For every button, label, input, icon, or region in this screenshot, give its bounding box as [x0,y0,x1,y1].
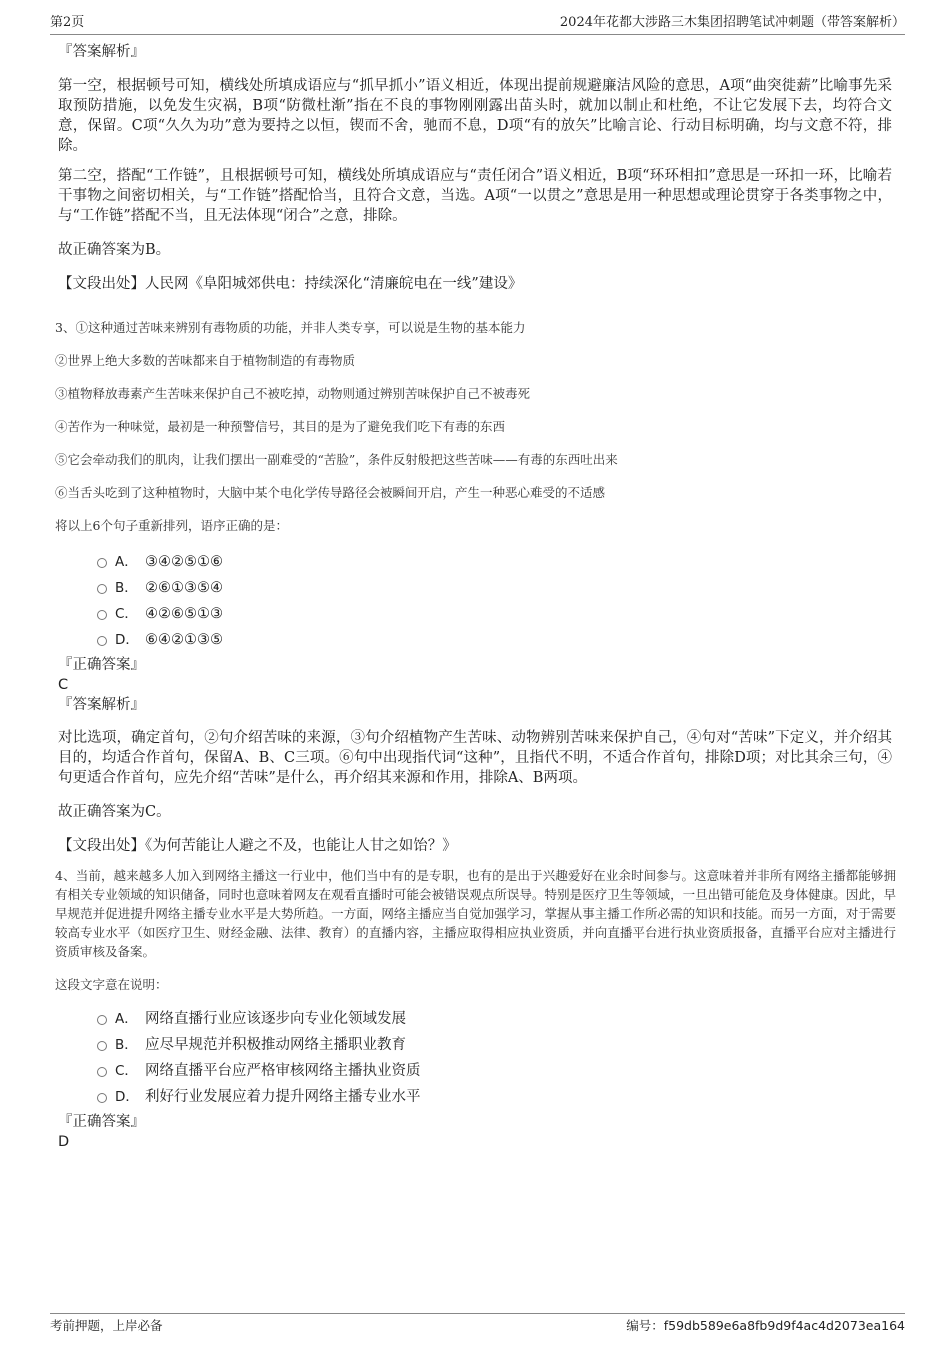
footer-slogan: 考前押题，上岸必备 [50,1318,163,1333]
q3-analysis-label: 『答案解析』 [58,697,145,713]
q3-sentences [55,319,900,535]
radio-button-icon[interactable] [97,1041,107,1051]
radio-button-icon[interactable] [97,636,107,646]
q3-source: 【文段出处】《为何苦能让人避之不及，也能让人甘之如饴？》 [58,838,457,854]
q4-answer-label: 『正确答案』 [58,1114,145,1130]
option-letter: A． [115,1011,138,1027]
option-letter: C． [115,606,138,622]
option-text: ③④②⑤①⑥ [145,554,223,570]
option-text: 网络直播行业应该逐步向专业化领域发展 [145,1011,406,1027]
q2-source: 【文段出处】人民网《阜阳城郊供电：持续深化“清廉皖电在一线”建设》 [58,276,523,292]
q2-analysis-para-1: 第一空，根据顿号可知，横线处所填成语应与“抓早抓小”语义相近，体现出提前规避廉洁风险的意思，A项“曲突徙薪”比喻事先采取预防措施，以免发生灾祸，B项“防微杜渐”指在不良的事物刚刚露出苗头时，就加以制止和杜绝，不让它发展下去，均符合文意，保留。C项“久久为功”意为要持之以恒，锲而不舍，驰而不息，D项“有的放矢”比喻言论、行动目标明确，均与文意不符，排除。 [58,78,892,154]
option-letter: A． [115,554,138,570]
q4-option-d[interactable] [97,1084,900,1110]
option-text: 利好行业发展应着力提升网络主播专业水平 [145,1089,421,1105]
q3-analysis: 对比选项，确定首句，②句介绍苦味的来源，③句介绍植物产生苦味、动物辨别苦味来保护自己，④句对“苦味”下定义，并介绍其目的，均适合作首句，保留A、B、C三项。⑥句中出现指代词“这种”，且指代不明，不适合作首句，排除D项；对比其余三句，④句更适合作首句，应先介绍“苦味”是什么，再介绍其来源和作用，排除A、B两项。 [58,730,892,786]
page-number: 第2页 [50,15,85,30]
q3-option-b[interactable] [97,575,900,601]
page-footer [50,1313,905,1336]
option-letter: D． [115,1089,139,1105]
radio-button-icon[interactable] [97,1067,107,1077]
q3-option-a[interactable] [97,549,900,575]
q4-option-c[interactable] [97,1058,900,1084]
q3-option-c[interactable] [97,601,900,627]
q4-prompt: 这段文字意在说明： [55,977,168,992]
q4-option-a[interactable] [97,1006,900,1032]
document-title: 2024年花都大涉路三木集团招聘笔试冲刺题（带答案解析） [559,15,905,30]
page-header [50,14,905,35]
q4-answer: D [58,1134,70,1150]
q2-analysis-para-2: 第二空，搭配“工作链”，且根据顿号可知，横线处所填成语应与“责任闭合”语义相近，B项“环环相扣”意思是一环扣一环，比喻若干事物之间密切相关，与“工作链”搭配恰当，且符合文意，当选。A项“一以贯之”意思是用一种思想或理论贯穿于各类事物之中，与“工作链”搭配不当，且无法体现“闭合”之意，排除。 [58,168,892,224]
option-text: ②⑥①③⑤④ [145,580,223,596]
option-letter: D． [115,632,139,648]
q3-answer-label: 『正确答案』 [58,657,145,673]
option-letter: B． [115,1037,138,1053]
option-text: 网络直播平台应严格审核网络主播执业资质 [145,1063,421,1079]
radio-button-icon[interactable] [97,1093,107,1103]
q3-answer: C [58,677,69,693]
radio-button-icon[interactable] [97,610,107,620]
option-text: ④②⑥⑤①③ [145,606,223,622]
option-text: ⑥④②①③⑤ [145,632,223,648]
option-letter: B． [115,580,138,596]
q3-sentence: ⑥当舌头吃到了这种植物时，大脑中某个电化学传导路径会被瞬间开启，产生一种恶心难受的不适感 [55,485,606,500]
q4-options [97,1006,900,1110]
option-text: 应尽早规范并积极推动网络主播职业教育 [145,1037,406,1053]
q3-sentence: ②世界上绝大多数的苦味都来自于植物制造的有毒物质 [55,353,356,368]
q3-sentence: 3、①这种通过苦味来辨别有毒物质的功能，并非人类专享，可以说是生物的基本能力 [55,320,526,335]
radio-button-icon[interactable] [97,1015,107,1025]
option-letter: C． [115,1063,138,1079]
q3-options [97,549,900,653]
q3-option-d[interactable] [97,627,900,653]
q3-sentence: ③植物释放毒素产生苦味来保护自己不被吃掉，动物则通过辨别苦味保护自己不被毒死 [55,386,531,401]
q3-prompt: 将以上6个句子重新排列，语序正确的是： [55,518,288,533]
document-code: 编号：f59db589e6a8fb9d9f4ac4d2073ea164 [626,1318,905,1333]
page-content [55,42,900,1152]
q3-conclusion: 故正确答案为C。 [58,804,171,820]
q4-option-b[interactable] [97,1032,900,1058]
q2-conclusion: 故正确答案为B。 [58,242,171,258]
q2-analysis-label: 『答案解析』 [58,44,145,60]
q4-passage: 4、当前，越来越多人加入到网络主播这一行业中，他们当中有的是专职，也有的是出于兴趣爱好在业余时间参与。这意味着并非所有网络主播都能够拥有相关专业领域的知识储备，同时也意味着网友在观看直播时可能会被错误观点所误导。特别是医疗卫生等领域，一旦出错可能危及身体健康。因此，早早规范并促进提升网络主播专业水平是大势所趋。一方面，网络主播应当自觉加强学习，掌握从事主播工作所必需的知识和技能。而另一方面，对于需要较高专业水平（如医疗卫生、财经金融、法律、教育）的直播内容，主播应取得相应执业资质，并向直播平台进行执业资质报备，直播平台应对主播进行资质审核及备案。 [55,868,896,959]
radio-button-icon[interactable] [97,558,107,568]
radio-button-icon[interactable] [97,584,107,594]
q3-sentence: ④苦作为一种味觉，最初是一种预警信号，其目的是为了避免我们吃下有毒的东西 [55,419,506,434]
q3-sentence: ⑤它会牵动我们的肌肉，让我们摆出一副难受的“苦脸”，条件反射般把这些苦味——有毒的东西吐出来 [55,452,618,467]
